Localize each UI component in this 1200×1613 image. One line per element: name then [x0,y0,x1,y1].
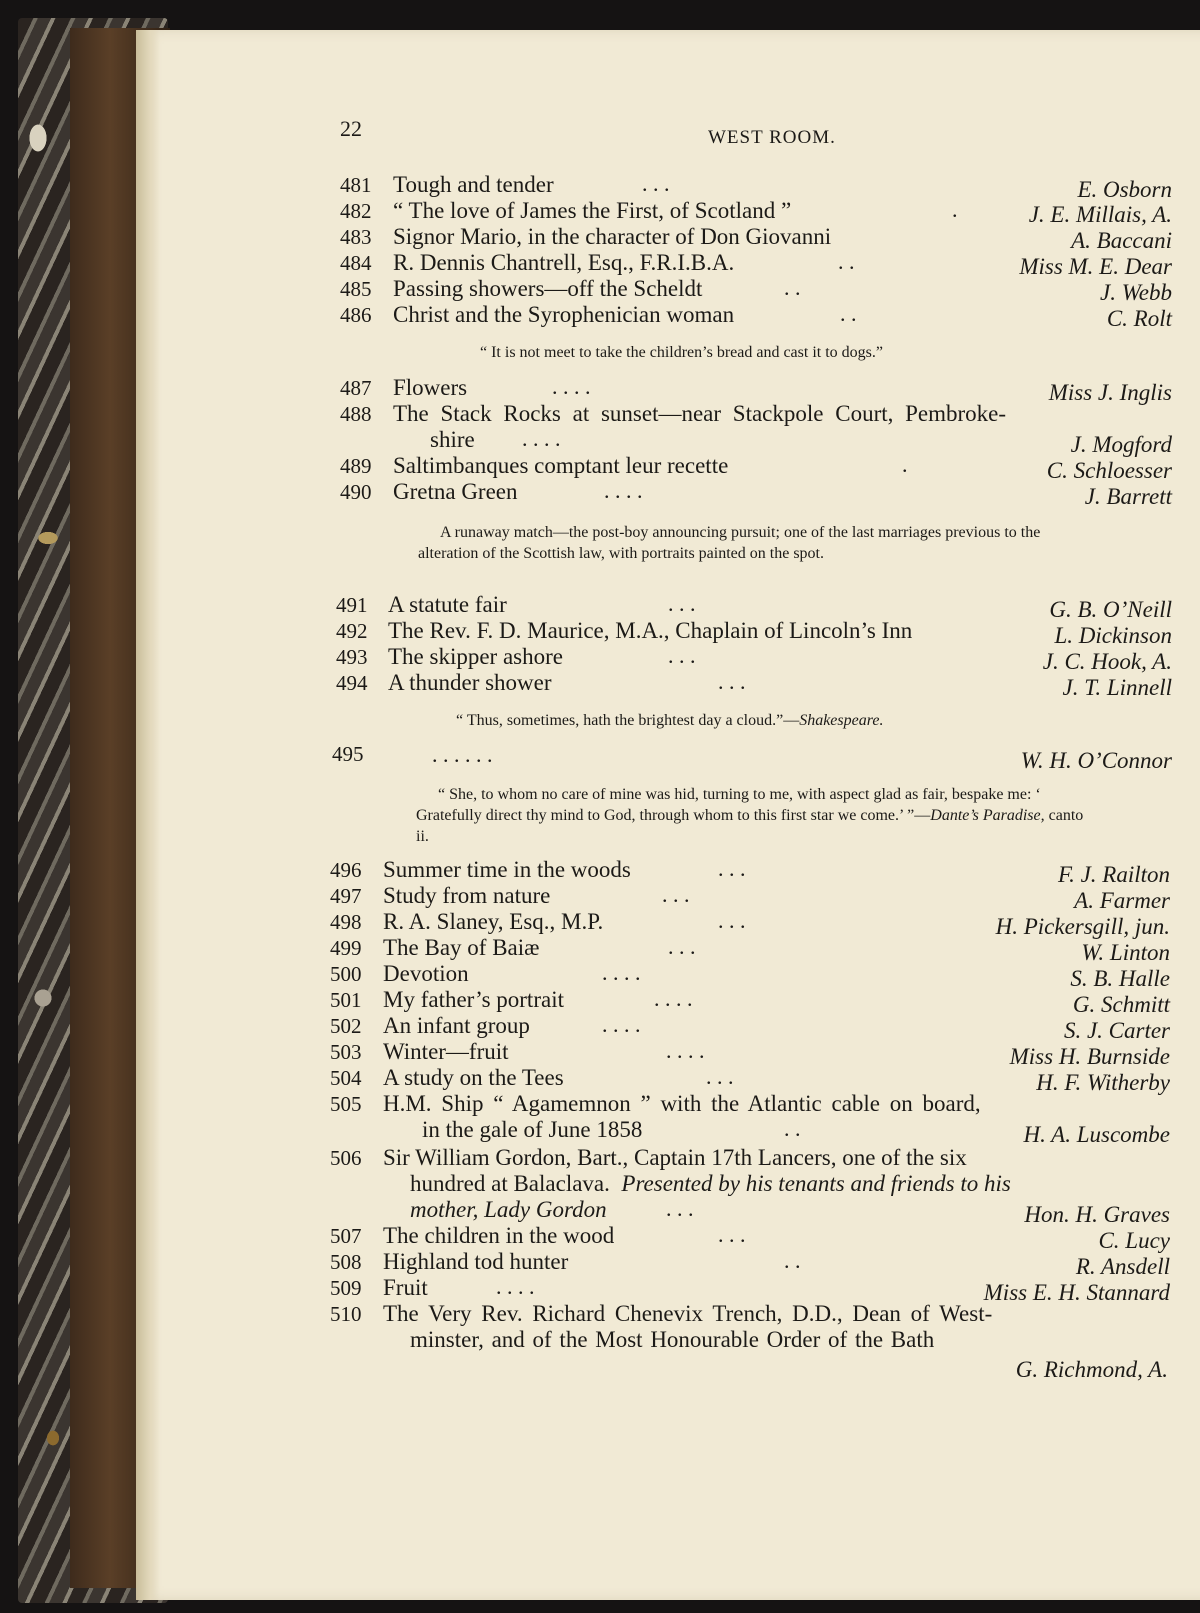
entry-number: 492 [336,619,368,643]
entry-artist: S. J. Carter [1063,1018,1170,1043]
entry-artist: Miss H. Burnside [1009,1044,1170,1069]
entry-title-continued [410,1172,1011,1195]
leader-dots: . . . . [522,426,561,451]
entry-artist: Miss J. Inglis [1048,380,1172,405]
entry-number: 497 [330,884,362,908]
entry-artist: A. Baccani [1071,228,1172,253]
entry-number: 486 [340,303,372,327]
entry-artist: S. B. Halle [1070,966,1170,991]
entry-artist: H. Pickersgill, jun. [995,914,1170,939]
entry-quote: “ It is not meet to take the children’s bread and cast it to dogs.” [480,344,883,361]
presentation-note: Presented by his tenants and friends to his [621,1171,1011,1196]
entry-number: 483 [340,225,372,249]
entry-title: The children in the wood [383,1223,615,1248]
entry-title: Signor Mario, in the character of Don Giovanni [393,224,832,249]
entry-title: R. A. Slaney, Esq., M.P. [383,909,604,934]
leader-dots: . . . [668,643,696,668]
leader-dots: . . . . [496,1274,535,1299]
leader-dots: . . . . [604,478,643,503]
entry-number: 493 [336,645,368,669]
entry-title: R. Dennis Chantrell, Esq., F.R.I.B.A. [393,250,735,275]
entry-title: Study from nature [383,883,551,908]
entry-artist: C. Lucy [1098,1228,1170,1253]
entry-number: 495 [332,742,364,766]
entry-number: 501 [330,988,362,1012]
entry-artist: J. Webb [1100,280,1172,305]
entry-number: 509 [330,1276,362,1300]
entry-quote [416,784,1096,847]
entry-title: My father’s portrait [383,987,564,1012]
entry-number: 482 [340,199,372,223]
quote-text: “ She, to whom no care of mine was hid, turning to me, with aspect glad as fair, bespake me: ‘ Gratefully direct thy mind to God, through whom to this first star we come.’ ”— [416,786,1041,824]
entry-title-continued: shire [430,427,475,452]
leader-dots: . . . [718,669,746,694]
leader-dots: . . [838,249,855,274]
entry-number: 503 [330,1040,362,1064]
entry-number: 484 [340,251,372,275]
entry-title: Fruit [383,1275,428,1300]
entry-artist: L. Dickinson [1054,623,1172,648]
entry-number: 510 [330,1302,362,1326]
entry-number: 485 [340,277,372,301]
leader-dots: . [902,452,908,477]
entry-artist: R. Ansdell [1075,1254,1170,1279]
entry-artist: Miss M. E. Dear [1019,254,1172,279]
entry-title-continued: mother, Lady Gordon [410,1197,607,1222]
leader-dots: . [952,197,958,222]
entry-number: 508 [330,1250,362,1274]
entry-title: A study on the Tees [383,1065,564,1090]
leader-dots: . . . [706,1064,734,1089]
leader-dots: . . . [668,934,696,959]
entry-artist: J. T. Linnell [1062,675,1172,700]
leader-dots: . . . . [654,986,693,1011]
entry-number: 494 [336,671,368,695]
quote-tail: canto ii. [416,807,1084,845]
entry-title-continued: minster, and of the Most Honourable Order of the Bath [410,1327,935,1352]
entry-number: 498 [330,910,362,934]
page-number: 22 [340,116,362,141]
leader-dots: . . . . [666,1038,705,1063]
leader-dots: . . [784,1248,801,1273]
entry-title: Passing showers—off the Scheldt [393,276,703,301]
continued-text: hundred at Balaclava. [410,1171,610,1196]
entry-title: The Rev. F. D. Maurice, M.A., Chaplain of Lincoln’s Inn [388,618,913,643]
entry-artist: A. Farmer [1074,888,1170,913]
entry-artist: H. A. Luscombe [1023,1122,1170,1147]
entry-title: Christ and the Syrophenician woman [393,302,735,327]
leader-dots: . . . [666,1196,694,1221]
entry-number: 505 [330,1092,362,1116]
entry-number: 487 [340,376,372,400]
entry-title: Summer time in the woods [383,857,631,882]
entry-number: 490 [340,480,372,504]
entry-title: An infant group [383,1013,530,1038]
entry-artist: W. Linton [1081,940,1170,965]
entry-title: Tough and tender [393,172,554,197]
entry-artist: C. Rolt [1106,306,1172,331]
entry-title: Highland tod hunter [383,1249,569,1274]
entry-artist: J. C. Hook, A. [1042,649,1172,674]
entry-number: 481 [340,173,372,197]
leader-dots: . . [784,1116,801,1141]
leader-dots: . . . . [602,960,641,985]
leader-dots: . . [840,301,857,326]
quote-source: Shakespeare. [799,712,884,729]
entry-title: Devotion [383,961,469,986]
leader-dots: . . [784,275,801,300]
leader-dots: . . . [662,882,690,907]
entry-number: 500 [330,962,362,986]
entry-artist: Miss E. H. Stannard [983,1280,1170,1305]
leader-dots: . . . [668,591,696,616]
leader-dots: . . . . . . [432,742,493,767]
entry-number: 504 [330,1066,362,1090]
entry-title-continued: in the gale of June 1858 [422,1117,643,1142]
entry-number: 507 [330,1224,362,1248]
entry-title: “ The love of James the First, of Scotland ” [393,198,792,223]
entry-artist: G. Richmond, A. [1015,1357,1168,1382]
leader-dots: . . . . [602,1012,641,1037]
entry-quote: A runaway match—the post-boy announcing pursuit; one of the last marriages previous to the alteration of the Scottish law, with portraits painted on the spot. [418,524,1041,562]
entry-artist: G. B. O’Neill [1049,597,1172,622]
entry-quote [456,710,883,731]
entry-artist: J. Barrett [1084,484,1172,509]
entry-number: 496 [330,858,362,882]
entry-title: Gretna Green [393,479,518,504]
entry-title: The skipper ashore [388,644,563,669]
leader-dots: . . . [718,856,746,881]
entry-number: 491 [336,593,368,617]
entry-artist: Hon. H. Graves [1024,1202,1170,1227]
entry-number: 502 [330,1014,362,1038]
quote-text: “ Thus, sometimes, hath the brightest day a cloud.”— [456,712,800,729]
entry-artist: E. Osborn [1077,177,1172,202]
leader-dots: . . . [718,908,746,933]
entry-title: The Very Rev. Richard Chenevix Trench, D.D., Dean of West- [383,1301,993,1326]
entry-title: Winter—fruit [383,1039,509,1064]
page-gutter [136,30,160,1600]
leader-dots: . . . [718,1222,746,1247]
entry-artist: F. J. Railton [1057,862,1170,887]
entry-title: A thunder shower [388,670,552,695]
entry-artist: C. Schloesser [1046,458,1172,483]
entry-title: The Stack Rocks at sunset—near Stackpole Court, Pembroke- [393,401,1007,426]
entry-number: 488 [340,402,372,426]
entry-artist: H. F. Witherby [1036,1070,1170,1095]
entry-artist: J. Mogford [1070,432,1172,457]
entry-artist: G. Schmitt [1072,992,1170,1017]
entry-number: 506 [330,1146,362,1170]
entry-artist: J. E. Millais, A. [1028,202,1172,227]
entry-artist: W. H. O’Connor [1020,748,1172,773]
entry-title: Flowers [393,375,468,400]
leader-dots: . . . . [552,374,591,399]
entry-title: Sir William Gordon, Bart., Captain 17th Lancers, one of the six [383,1145,967,1170]
entry-number: 489 [340,454,372,478]
entry-title: H.M. Ship “ Agamemnon ” with the Atlantic cable on board, [383,1091,981,1116]
leader-dots: . . . [642,171,670,196]
entry-number: 499 [330,936,362,960]
entry-title: A statute fair [388,592,507,617]
entry-title: The Bay of Baiæ [383,935,540,960]
entry-title: Saltimbanques comptant leur recette [393,453,729,478]
quote-source: Dante’s Paradise, [930,807,1045,824]
page-header: WEST ROOM. [708,127,836,148]
